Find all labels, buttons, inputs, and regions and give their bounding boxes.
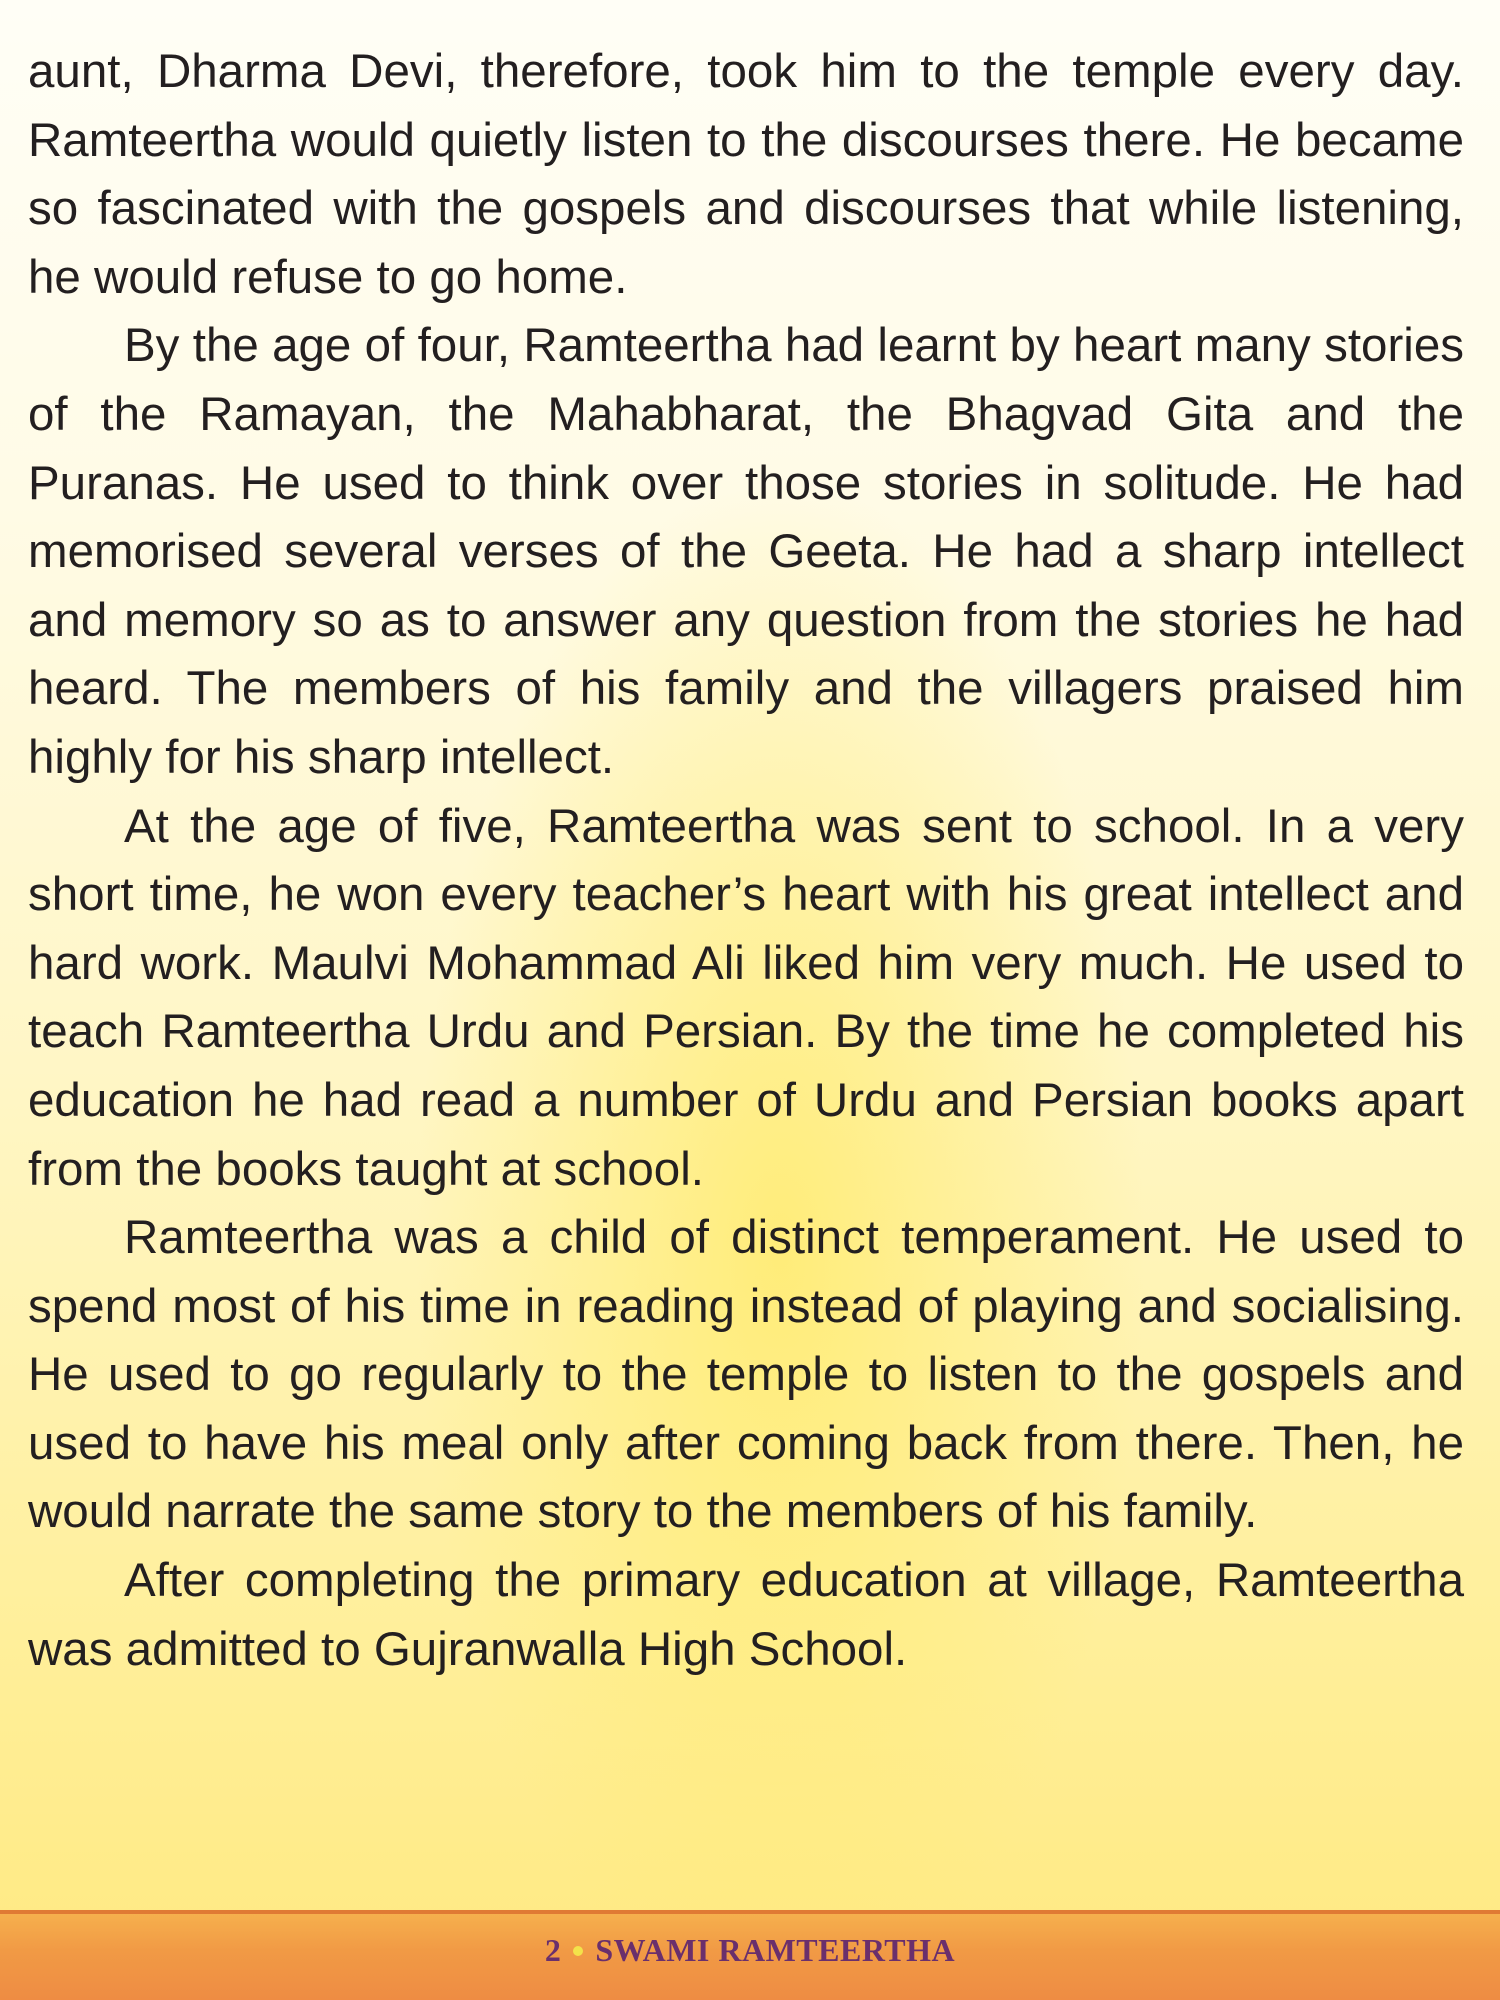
paragraph: aunt, Dharma Devi, therefore, took him to the temple every day. Ramteertha would quietly listen to the discourses there. He became so fascinated with the gospels and discourses that while listening, he would refuse to go home. [28,45,1464,304]
running-footer [0,1932,1500,1969]
footer-band [0,1910,1500,2000]
paragraph: After completing the primary education at village, Ramteertha was admitted to Gujranwalla High School. [28,1554,1464,1676]
book-title: SWAMI RAMTEERTHA [595,1932,956,1968]
paragraph: Ramteertha was a child of distinct temperament. He used to spend most of his time in reading instead of playing and socialising. He used to go regularly to the temple to listen to the gospels and used to have his meal only after coming back from there. Then, he would narrate the same story to the members of his family. [28,1211,1464,1539]
bullet-icon [573,1946,583,1956]
page-number: 2 [544,1932,562,1968]
paragraph: At the age of five, Ramteertha was sent to school. In a very short time, he won every teacher’s heart with his great intellect and hard work. Maulvi Mohammad Ali liked him very much. He used to teach Ramteertha Urdu and Persian. By the time he completed his education he had read a number of Urdu and Persian books apart from the books taught at school. [28,799,1464,1196]
paragraph: By the age of four, Ramteertha had learnt by heart many stories of the Ramayan, the Mahabharat, the Bhagvad Gita and the Puranas. He used to think over those stories in solitude. He had memorised several verses of the Geeta. He had a sharp intellect and memory so as to answer any question from the stories he had heard. The members of his family and the villagers praised him highly for his sharp intellect. [28,319,1464,784]
body-text [28,38,1464,1684]
